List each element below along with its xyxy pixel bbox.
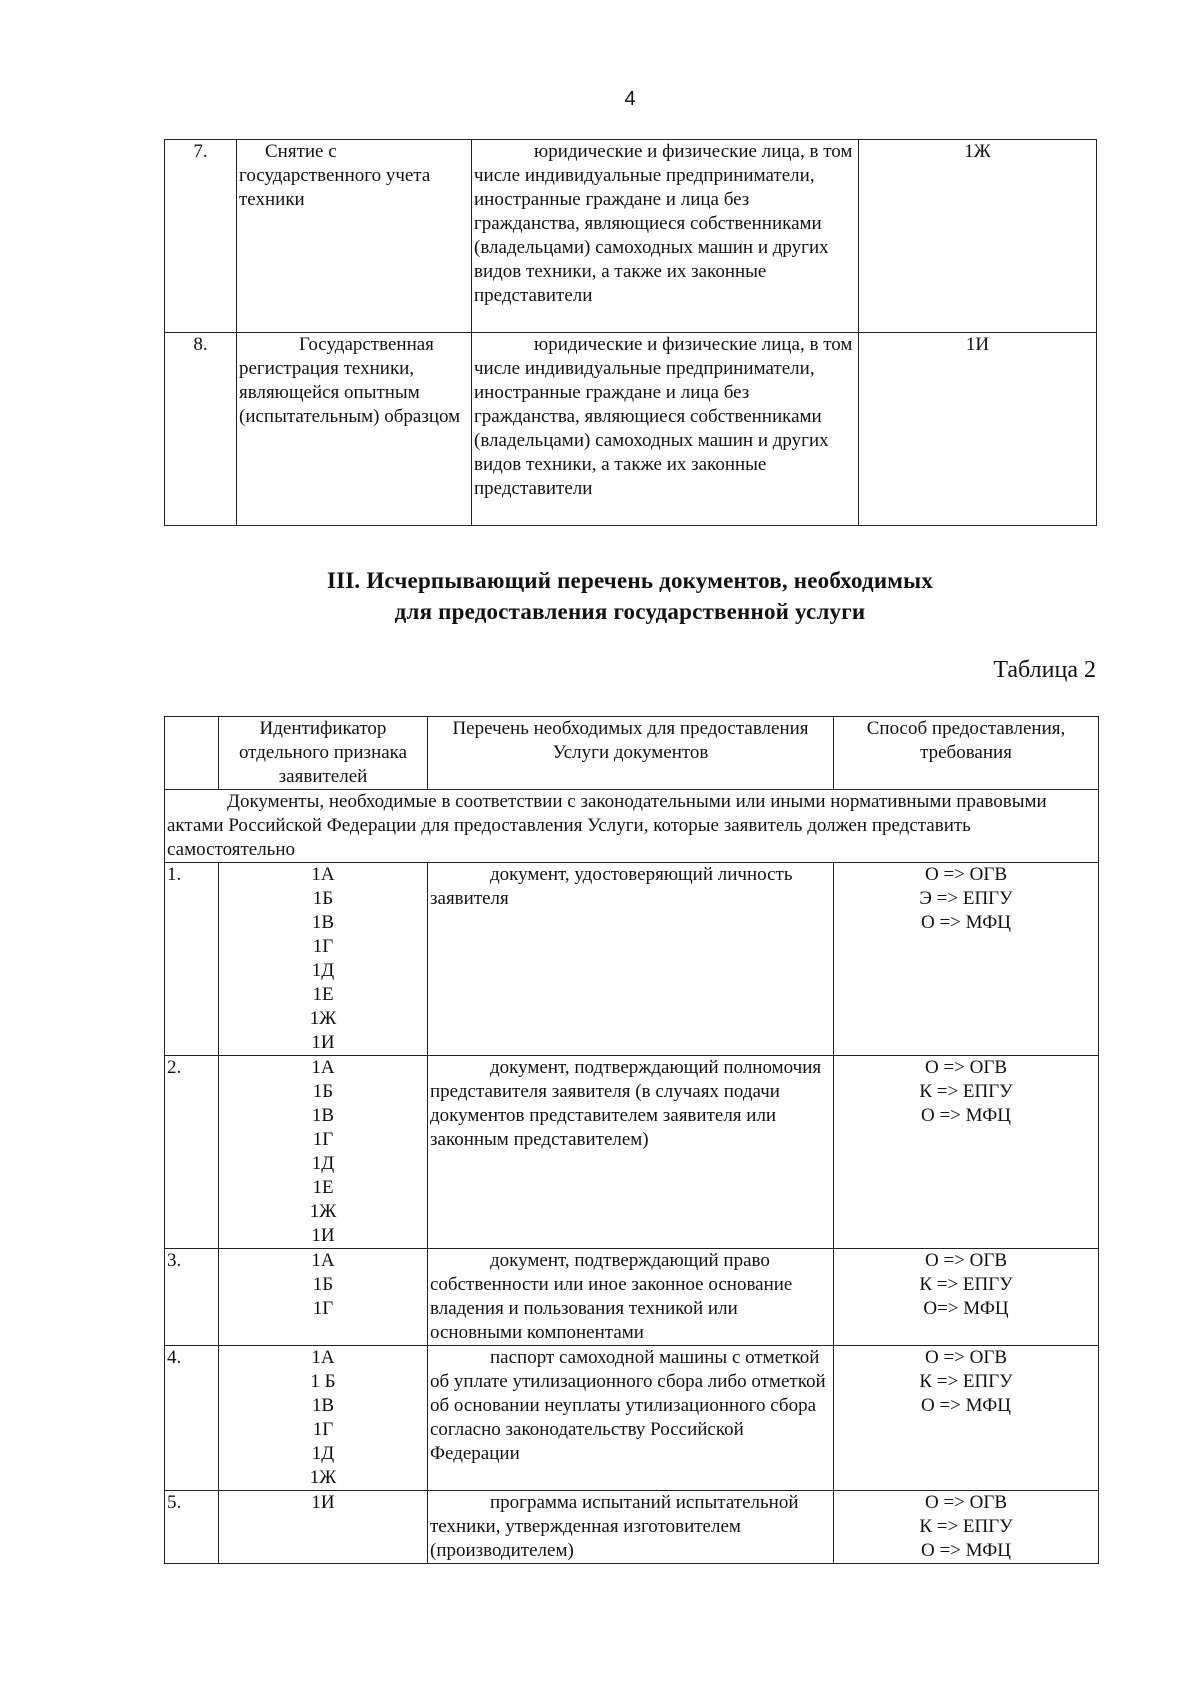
submission-method: О => ОГВ — [924, 1347, 1008, 1368]
row-number: 7. — [165, 140, 237, 333]
applicant-id: 1Д — [311, 1443, 335, 1464]
applicant-id: 1Д — [311, 1153, 335, 1174]
submission-method: О => МФЦ — [920, 1395, 1012, 1416]
row-number: 5. — [165, 1491, 219, 1564]
header-num — [165, 717, 219, 790]
row-number: 4. — [165, 1346, 219, 1491]
submission-method: О => ОГВ — [924, 1492, 1008, 1513]
header-documents: Перечень необходимых для предоставления Услуги документов — [428, 717, 834, 790]
page-number: 4 — [624, 88, 636, 110]
row-number: 3. — [165, 1249, 219, 1346]
applicant-id: 1Е — [312, 984, 334, 1005]
applicant-id: 1Г — [312, 1419, 334, 1440]
applicant-id: 1В — [311, 912, 335, 933]
applicant-ids — [219, 1491, 428, 1564]
row-number: 8. — [165, 333, 237, 526]
applicant-id: 1И — [311, 1032, 335, 1053]
table-row — [165, 140, 1097, 333]
section-title-line: III. Исчерпывающий перечень документов, необходимых — [326, 568, 934, 593]
applicant-id: 1А — [311, 864, 335, 885]
applicants-description: юридические и физические лица, в том числе индивидуальные предприниматели, иностранные граждане и лица без гражданства, являющиеся собственниками (владельцами) самоходных машин и других видов техники, а также их законные представители — [472, 333, 859, 526]
table-row — [165, 1249, 1099, 1346]
document-description: документ, подтверждающий полномочия представителя заявителя (в случаях подачи документов представителем заявителя или законным представителем) — [428, 1056, 834, 1249]
row-number: 2. — [165, 1056, 219, 1249]
submission-method: О => ОГВ — [924, 1250, 1008, 1271]
table-row — [165, 1346, 1099, 1491]
group-header: Документы, необходимые в соответствии с законодательными или иными нормативными правовыми актами Российской Федерации для предоставления Услуги, которые заявитель должен представить самостоятельно — [165, 790, 1099, 863]
applicant-id: 1А — [311, 1347, 335, 1368]
document-description: программа испытаний испытательной техники, утвержденная изготовителем (производителем) — [428, 1491, 834, 1564]
submission-method: О => МФЦ — [920, 912, 1012, 933]
header-identifier: Идентификатор отдельного признака заявителей — [219, 717, 428, 790]
submission-method: О => ОГВ — [924, 1057, 1008, 1078]
applicant-id: 1И — [311, 1225, 335, 1246]
applicant-ids — [219, 863, 428, 1056]
document-description: документ, удостоверяющий личность заявителя — [428, 863, 834, 1056]
submission-method: О => МФЦ — [920, 1105, 1012, 1126]
table-header-row — [165, 717, 1099, 790]
applicant-id: 1И — [311, 1492, 335, 1513]
table-row — [165, 1491, 1099, 1564]
submission-methods — [834, 1346, 1099, 1491]
applicant-id: 1В — [311, 1105, 335, 1126]
applicant-id: 1 Б — [310, 1371, 336, 1392]
applicant-id: 1Г — [312, 1129, 334, 1150]
section-title — [0, 565, 1200, 627]
submission-methods — [834, 1249, 1099, 1346]
applicant-id: 1В — [311, 1395, 335, 1416]
submission-methods — [834, 863, 1099, 1056]
submission-method: К => ЕПГУ — [919, 1081, 1013, 1102]
table-caption: Таблица 2 — [993, 657, 1096, 683]
applicant-ids — [219, 1056, 428, 1249]
applicant-id: 1Г — [312, 936, 334, 957]
service-name: Снятие с государственного учета техники — [237, 140, 472, 333]
documents-table — [164, 716, 1099, 1564]
applicant-code: 1И — [859, 333, 1097, 526]
services-table-continued — [164, 139, 1097, 526]
submission-method: К => ЕПГУ — [919, 1371, 1013, 1392]
submission-method: К => ЕПГУ — [919, 1274, 1013, 1295]
row-number: 1. — [165, 863, 219, 1056]
applicant-id: 1Ж — [309, 1467, 337, 1488]
document-description: документ, подтверждающий право собственности или иное законное основание владения и пользования техникой или основными компонентами — [428, 1249, 834, 1346]
applicant-id: 1Б — [312, 1274, 334, 1295]
service-name: Государственная регистрация техники, являющейся опытным (испытательным) образцом — [237, 333, 472, 526]
document-description: паспорт самоходной машины с отметкой об уплате утилизационного сбора либо отметкой об основании неуплаты утилизационного сбора согласно законодательству Российской Федерации — [428, 1346, 834, 1491]
applicant-id: 1Б — [312, 888, 334, 909]
submission-method: О => ОГВ — [924, 864, 1008, 885]
applicant-ids — [219, 1346, 428, 1491]
applicant-code: 1Ж — [859, 140, 1097, 333]
submission-method: О => МФЦ — [920, 1540, 1012, 1561]
applicants-description: юридические и физические лица, в том числе индивидуальные предприниматели, иностранные граждане и лица без гражданства, являющиеся собственниками (владельцами) самоходных машин и других видов техники, а также их законные представители — [472, 140, 859, 333]
submission-method: О=> МФЦ — [923, 1298, 1009, 1319]
applicant-ids — [219, 1249, 428, 1346]
table-row — [165, 333, 1097, 526]
submission-methods — [834, 1491, 1099, 1564]
applicant-id: 1Ж — [309, 1008, 337, 1029]
applicant-id: 1А — [311, 1250, 335, 1271]
table-row — [165, 1056, 1099, 1249]
table-row — [165, 863, 1099, 1056]
applicant-id: 1Б — [312, 1081, 334, 1102]
applicant-id: 1Е — [312, 1177, 334, 1198]
submission-methods — [834, 1056, 1099, 1249]
applicant-id: 1Ж — [309, 1201, 337, 1222]
group-header-row — [165, 790, 1099, 863]
applicant-id: 1Г — [312, 1298, 334, 1319]
submission-method: Э => ЕПГУ — [919, 888, 1013, 909]
header-method: Способ предоставления, требования — [834, 717, 1099, 790]
applicant-id: 1Д — [311, 960, 335, 981]
submission-method: К => ЕПГУ — [919, 1516, 1013, 1537]
section-title-line: для предоставления государственной услуги — [394, 599, 866, 624]
applicant-id: 1А — [311, 1057, 335, 1078]
